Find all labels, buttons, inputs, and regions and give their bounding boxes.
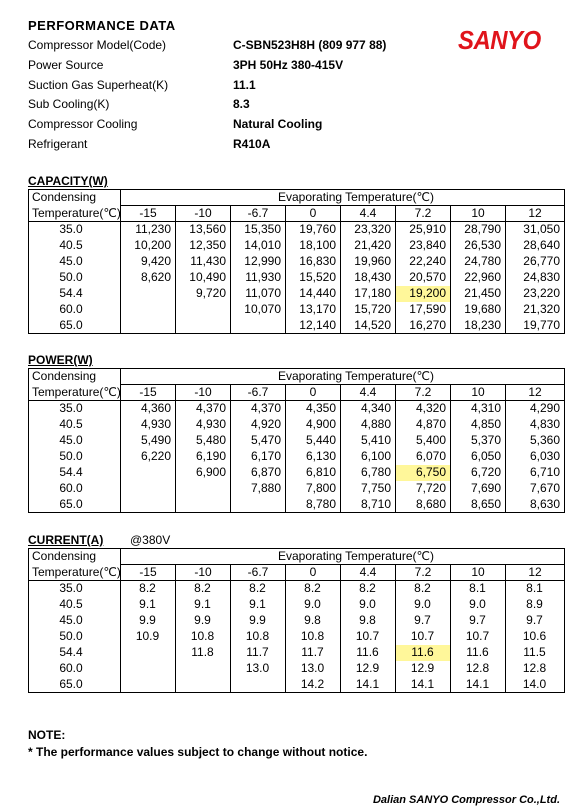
value-cell xyxy=(121,497,176,513)
value-cell: 28,790 xyxy=(451,222,506,238)
value-cell: 8,650 xyxy=(451,497,506,513)
value-cell: 9.1 xyxy=(176,597,231,613)
evap-temp-header: -6.7 xyxy=(231,565,286,581)
value-cell: 5,360 xyxy=(506,433,565,449)
value-cell: 6,190 xyxy=(176,449,231,465)
spec-label: Power Source xyxy=(28,58,104,72)
value-cell: 5,470 xyxy=(231,433,286,449)
value-cell xyxy=(121,481,176,497)
value-cell: 15,520 xyxy=(286,270,341,286)
value-cell: 19,960 xyxy=(341,254,396,270)
value-cell: 8.2 xyxy=(176,581,231,597)
cond-temp-cell: 60.0 xyxy=(29,302,121,318)
value-cell xyxy=(231,677,286,693)
evap-temp-header: -15 xyxy=(121,206,176,222)
cond-temp-cell: 54.4 xyxy=(29,645,121,661)
evap-temp-header: 0 xyxy=(286,385,341,401)
value-cell: 9.0 xyxy=(451,597,506,613)
value-cell: 7,750 xyxy=(341,481,396,497)
value-cell: 12,140 xyxy=(286,318,341,334)
value-cell: 8.2 xyxy=(341,581,396,597)
cond-temp-cell: 35.0 xyxy=(29,401,121,417)
cond-temp-cell: 35.0 xyxy=(29,222,121,238)
value-cell xyxy=(121,302,176,318)
evap-temp-header: -15 xyxy=(121,385,176,401)
cond-temp-cell: 45.0 xyxy=(29,433,121,449)
table-row xyxy=(29,465,565,481)
evaporating-header: Evaporating Temperature(℃) xyxy=(121,190,565,206)
value-cell: 10.8 xyxy=(231,629,286,645)
cond-temp-cell: 65.0 xyxy=(29,677,121,693)
value-cell: 4,290 xyxy=(506,401,565,417)
evap-temp-header: 12 xyxy=(506,385,565,401)
spec-label: Sub Cooling(K) xyxy=(28,97,110,111)
value-cell: 18,100 xyxy=(286,238,341,254)
value-cell: 6,780 xyxy=(341,465,396,481)
value-cell: 7,670 xyxy=(506,481,565,497)
value-cell: 11.5 xyxy=(506,645,565,661)
value-cell: 7,800 xyxy=(286,481,341,497)
spec-value: C-SBN523H8H (809 977 88) xyxy=(233,38,387,52)
value-cell: 4,370 xyxy=(231,401,286,417)
value-cell: 9.0 xyxy=(396,597,451,613)
value-cell: 6,710 xyxy=(506,465,565,481)
evaporating-header: Evaporating Temperature(℃) xyxy=(121,369,565,385)
value-cell: 4,930 xyxy=(176,417,231,433)
value-cell: 9.0 xyxy=(341,597,396,613)
value-cell: 11.6 xyxy=(341,645,396,661)
evap-temp-header: -10 xyxy=(176,565,231,581)
table-header-row xyxy=(29,190,565,206)
value-cell: 12,350 xyxy=(176,238,231,254)
evap-temp-header: 12 xyxy=(506,206,565,222)
evap-temp-header: -10 xyxy=(176,206,231,222)
value-cell: 4,900 xyxy=(286,417,341,433)
value-cell xyxy=(176,497,231,513)
table-row xyxy=(29,497,565,513)
value-cell: 23,220 xyxy=(506,286,565,302)
value-cell: 14.1 xyxy=(396,677,451,693)
highlighted-value-cell: 6,750 xyxy=(396,465,451,481)
value-cell: 23,840 xyxy=(396,238,451,254)
cond-temp-cell: 40.5 xyxy=(29,417,121,433)
value-cell: 10.7 xyxy=(451,629,506,645)
cond-temp-cell: 54.4 xyxy=(29,465,121,481)
spec-label: Compressor Cooling xyxy=(28,117,138,131)
value-cell: 14.1 xyxy=(341,677,396,693)
table-row xyxy=(29,302,565,318)
value-cell: 12.8 xyxy=(506,661,565,677)
value-cell: 4,370 xyxy=(176,401,231,417)
spec-value: 3PH 50Hz 380-415V xyxy=(233,58,344,72)
value-cell xyxy=(176,302,231,318)
capacity-section-title: CAPACITY(W) xyxy=(28,174,108,188)
table-header-row xyxy=(29,206,565,222)
value-cell: 11,430 xyxy=(176,254,231,270)
power-table xyxy=(28,368,565,513)
table-header-row xyxy=(29,385,565,401)
table-row xyxy=(29,677,565,693)
value-cell: 16,830 xyxy=(286,254,341,270)
value-cell: 6,170 xyxy=(231,449,286,465)
value-cell: 9.7 xyxy=(396,613,451,629)
value-cell: 9.9 xyxy=(231,613,286,629)
evap-temp-header: -6.7 xyxy=(231,206,286,222)
table-row xyxy=(29,613,565,629)
value-cell: 11.8 xyxy=(176,645,231,661)
evap-temp-header: 7.2 xyxy=(396,206,451,222)
table-row xyxy=(29,270,565,286)
value-cell: 6,100 xyxy=(341,449,396,465)
value-cell: 6,070 xyxy=(396,449,451,465)
current-table xyxy=(28,548,565,693)
value-cell: 22,960 xyxy=(451,270,506,286)
current-section-title: CURRENT(A) xyxy=(28,533,104,547)
value-cell: 5,440 xyxy=(286,433,341,449)
evap-temp-header: 4.4 xyxy=(341,565,396,581)
value-cell: 4,870 xyxy=(396,417,451,433)
spec-value: Natural Cooling xyxy=(233,117,323,131)
table-row xyxy=(29,254,565,270)
value-cell: 4,850 xyxy=(451,417,506,433)
cond-temp-cell: 45.0 xyxy=(29,254,121,270)
table-row xyxy=(29,433,565,449)
value-cell: 21,320 xyxy=(506,302,565,318)
value-cell: 22,240 xyxy=(396,254,451,270)
cond-temp-cell: 50.0 xyxy=(29,449,121,465)
note-text: * The performance values subject to change without notice. xyxy=(28,745,368,759)
value-cell xyxy=(231,318,286,334)
value-cell: 4,830 xyxy=(506,417,565,433)
value-cell: 19,680 xyxy=(451,302,506,318)
condensing-header: Condensing xyxy=(29,190,121,206)
highlighted-value-cell: 11.6 xyxy=(396,645,451,661)
value-cell: 6,130 xyxy=(286,449,341,465)
value-cell: 11,230 xyxy=(121,222,176,238)
evap-temp-header: 10 xyxy=(451,206,506,222)
value-cell: 10.9 xyxy=(121,629,176,645)
table-row xyxy=(29,286,565,302)
value-cell: 12.9 xyxy=(396,661,451,677)
evap-temp-header: 0 xyxy=(286,565,341,581)
value-cell: 10,200 xyxy=(121,238,176,254)
spec-label: Refrigerant xyxy=(28,137,88,151)
sanyo-logo: SANYO xyxy=(458,25,541,55)
table-row xyxy=(29,401,565,417)
value-cell: 8,630 xyxy=(506,497,565,513)
value-cell: 10.8 xyxy=(176,629,231,645)
table-header-row xyxy=(29,565,565,581)
value-cell: 9.0 xyxy=(286,597,341,613)
value-cell: 28,640 xyxy=(506,238,565,254)
value-cell: 8.2 xyxy=(121,581,176,597)
value-cell: 6,870 xyxy=(231,465,286,481)
value-cell: 24,830 xyxy=(506,270,565,286)
table-row xyxy=(29,222,565,238)
table-row xyxy=(29,661,565,677)
evap-temp-header: -10 xyxy=(176,385,231,401)
value-cell: 4,880 xyxy=(341,417,396,433)
value-cell: 4,930 xyxy=(121,417,176,433)
value-cell: 9.7 xyxy=(506,613,565,629)
table-row xyxy=(29,481,565,497)
value-cell: 21,450 xyxy=(451,286,506,302)
value-cell: 9.9 xyxy=(176,613,231,629)
value-cell xyxy=(176,661,231,677)
value-cell xyxy=(121,645,176,661)
value-cell: 5,490 xyxy=(121,433,176,449)
value-cell: 8.2 xyxy=(231,581,286,597)
value-cell: 6,900 xyxy=(176,465,231,481)
evap-temp-header: 0 xyxy=(286,206,341,222)
value-cell xyxy=(176,318,231,334)
cond-temp-cell: 54.4 xyxy=(29,286,121,302)
value-cell: 5,370 xyxy=(451,433,506,449)
value-cell: 6,050 xyxy=(451,449,506,465)
cond-temp-cell: 65.0 xyxy=(29,497,121,513)
condensing-header-unit: Temperature(℃) xyxy=(29,565,121,581)
value-cell xyxy=(176,677,231,693)
value-cell: 8,620 xyxy=(121,270,176,286)
evap-temp-header: 7.2 xyxy=(396,385,451,401)
evap-temp-header: 4.4 xyxy=(341,206,396,222)
value-cell: 18,230 xyxy=(451,318,506,334)
value-cell: 8.2 xyxy=(396,581,451,597)
value-cell: 15,350 xyxy=(231,222,286,238)
value-cell: 8.1 xyxy=(506,581,565,597)
value-cell: 10.7 xyxy=(341,629,396,645)
value-cell: 14.2 xyxy=(286,677,341,693)
cond-temp-cell: 60.0 xyxy=(29,481,121,497)
value-cell: 12.8 xyxy=(451,661,506,677)
value-cell xyxy=(231,497,286,513)
value-cell: 8.1 xyxy=(451,581,506,597)
cond-temp-cell: 40.5 xyxy=(29,238,121,254)
evap-temp-header: -15 xyxy=(121,565,176,581)
cond-temp-cell: 50.0 xyxy=(29,629,121,645)
value-cell: 26,530 xyxy=(451,238,506,254)
value-cell xyxy=(121,318,176,334)
value-cell: 11,070 xyxy=(231,286,286,302)
cond-temp-cell: 35.0 xyxy=(29,581,121,597)
cond-temp-cell: 40.5 xyxy=(29,597,121,613)
value-cell: 18,430 xyxy=(341,270,396,286)
voltage-note: @380V xyxy=(130,533,171,547)
value-cell: 26,770 xyxy=(506,254,565,270)
value-cell: 10,070 xyxy=(231,302,286,318)
condensing-header-unit: Temperature(℃) xyxy=(29,206,121,222)
value-cell: 5,480 xyxy=(176,433,231,449)
value-cell: 6,030 xyxy=(506,449,565,465)
condensing-header: Condensing xyxy=(29,549,121,565)
value-cell: 14,440 xyxy=(286,286,341,302)
table-row xyxy=(29,238,565,254)
condensing-header-unit: Temperature(℃) xyxy=(29,385,121,401)
value-cell: 14.1 xyxy=(451,677,506,693)
value-cell: 8,780 xyxy=(286,497,341,513)
evap-temp-header: 10 xyxy=(451,565,506,581)
value-cell: 17,590 xyxy=(396,302,451,318)
value-cell: 5,400 xyxy=(396,433,451,449)
value-cell: 6,220 xyxy=(121,449,176,465)
value-cell: 16,270 xyxy=(396,318,451,334)
table-header-row xyxy=(29,549,565,565)
value-cell: 4,340 xyxy=(341,401,396,417)
value-cell: 13,560 xyxy=(176,222,231,238)
evap-temp-header: 4.4 xyxy=(341,385,396,401)
table-row xyxy=(29,629,565,645)
value-cell: 20,570 xyxy=(396,270,451,286)
value-cell: 25,910 xyxy=(396,222,451,238)
value-cell: 24,780 xyxy=(451,254,506,270)
value-cell: 9.1 xyxy=(121,597,176,613)
value-cell xyxy=(121,677,176,693)
company-name: Dalian SANYO Compressor Co.,Ltd. xyxy=(372,794,560,806)
value-cell: 14,520 xyxy=(341,318,396,334)
value-cell xyxy=(176,481,231,497)
value-cell: 8,680 xyxy=(396,497,451,513)
value-cell: 10.6 xyxy=(506,629,565,645)
value-cell: 9.9 xyxy=(121,613,176,629)
value-cell: 23,320 xyxy=(341,222,396,238)
value-cell: 12.9 xyxy=(341,661,396,677)
value-cell: 9.7 xyxy=(451,613,506,629)
spec-value: 11.1 xyxy=(233,78,256,92)
evap-temp-header: 7.2 xyxy=(396,565,451,581)
table-row xyxy=(29,597,565,613)
value-cell xyxy=(121,286,176,302)
table-header-row xyxy=(29,369,565,385)
value-cell: 4,360 xyxy=(121,401,176,417)
value-cell: 14,010 xyxy=(231,238,286,254)
cond-temp-cell: 65.0 xyxy=(29,318,121,334)
value-cell: 7,720 xyxy=(396,481,451,497)
note-title: NOTE: xyxy=(28,728,66,742)
table-row xyxy=(29,318,565,334)
cond-temp-cell: 60.0 xyxy=(29,661,121,677)
table-row xyxy=(29,645,565,661)
value-cell: 31,050 xyxy=(506,222,565,238)
document-title: PERFORMANCE DATA xyxy=(28,18,176,33)
value-cell xyxy=(121,661,176,677)
value-cell: 10.7 xyxy=(396,629,451,645)
value-cell: 13,170 xyxy=(286,302,341,318)
value-cell: 8,710 xyxy=(341,497,396,513)
power-section-title: POWER(W) xyxy=(28,353,93,367)
cond-temp-cell: 45.0 xyxy=(29,613,121,629)
value-cell: 5,410 xyxy=(341,433,396,449)
value-cell: 8.2 xyxy=(286,581,341,597)
table-row xyxy=(29,581,565,597)
spec-value: 8.3 xyxy=(233,97,250,111)
value-cell: 9.8 xyxy=(286,613,341,629)
value-cell xyxy=(121,465,176,481)
value-cell: 9,420 xyxy=(121,254,176,270)
spec-value: R410A xyxy=(233,137,271,151)
value-cell: 10.8 xyxy=(286,629,341,645)
value-cell: 17,180 xyxy=(341,286,396,302)
value-cell: 8.9 xyxy=(506,597,565,613)
value-cell: 12,990 xyxy=(231,254,286,270)
value-cell: 4,320 xyxy=(396,401,451,417)
value-cell: 11.7 xyxy=(231,645,286,661)
value-cell: 6,810 xyxy=(286,465,341,481)
value-cell: 19,760 xyxy=(286,222,341,238)
capacity-table xyxy=(28,189,565,334)
value-cell: 7,690 xyxy=(451,481,506,497)
value-cell: 10,490 xyxy=(176,270,231,286)
value-cell: 15,720 xyxy=(341,302,396,318)
value-cell: 11.7 xyxy=(286,645,341,661)
spec-label: Suction Gas Superheat(K) xyxy=(28,78,169,92)
value-cell: 4,920 xyxy=(231,417,286,433)
value-cell: 4,350 xyxy=(286,401,341,417)
value-cell: 14.0 xyxy=(506,677,565,693)
condensing-header: Condensing xyxy=(29,369,121,385)
evap-temp-header: 10 xyxy=(451,385,506,401)
value-cell: 9,720 xyxy=(176,286,231,302)
table-row xyxy=(29,417,565,433)
cond-temp-cell: 50.0 xyxy=(29,270,121,286)
value-cell: 21,420 xyxy=(341,238,396,254)
value-cell: 6,720 xyxy=(451,465,506,481)
value-cell: 9.8 xyxy=(341,613,396,629)
evap-temp-header: 12 xyxy=(506,565,565,581)
table-row xyxy=(29,449,565,465)
value-cell: 9.1 xyxy=(231,597,286,613)
evaporating-header: Evaporating Temperature(℃) xyxy=(121,549,565,565)
value-cell: 19,770 xyxy=(506,318,565,334)
value-cell: 11.6 xyxy=(451,645,506,661)
highlighted-value-cell: 19,200 xyxy=(396,286,451,302)
value-cell: 4,310 xyxy=(451,401,506,417)
value-cell: 7,880 xyxy=(231,481,286,497)
evap-temp-header: -6.7 xyxy=(231,385,286,401)
value-cell: 13.0 xyxy=(231,661,286,677)
value-cell: 13.0 xyxy=(286,661,341,677)
spec-label: Compressor Model(Code) xyxy=(28,38,167,52)
value-cell: 11,930 xyxy=(231,270,286,286)
